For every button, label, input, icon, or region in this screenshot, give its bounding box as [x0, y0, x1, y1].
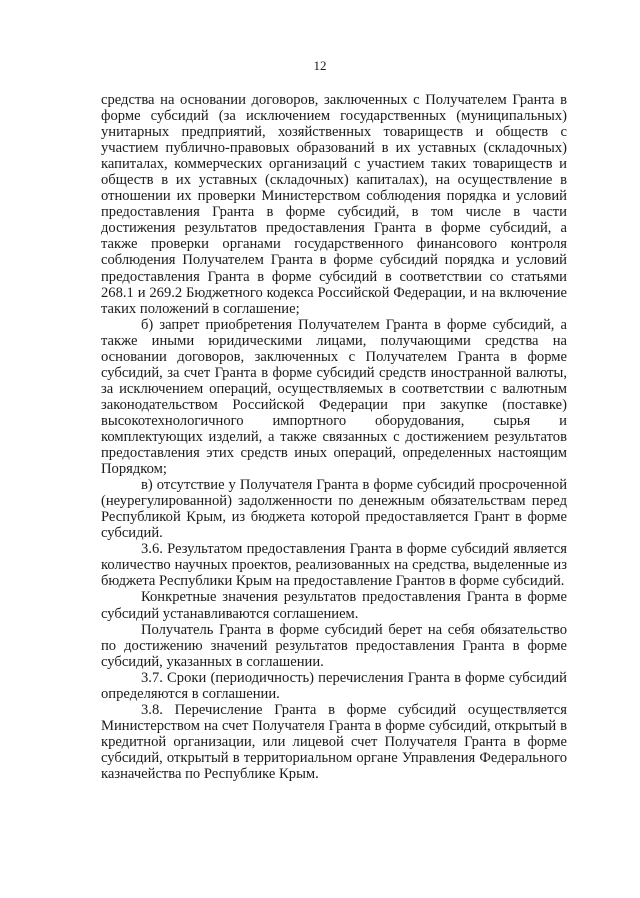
paragraph-3-7: 3.7. Сроки (периодичность) перечисления Гранта в форме субсидий определяются в соглашении. [101, 669, 567, 702]
paragraph-result-values: Конкретные значения результатов предоставления Гранта в форме субсидий устанавливаются соглашением. [101, 589, 567, 622]
paragraph-3-6: 3.6. Результатом предоставления Гранта в форме субсидий является количество научных проектов, реализованных на средства, выделенные из бюджета Республики Крым на предоставление Грантов в форме субсидий. [101, 541, 567, 590]
paragraph-item-b: б) запрет приобретения Получателем Гранта в форме субсидий, а также иными юридическими лицами, получающими средства на основании договоров, заключенных с Получателем Гранта в форме субсидий, за счет Гранта в форме субсидий средств иностранной валюты, за исключением операций, осуществляемых в соответствии с валютным законодательством Российской Федерации при закупке (поставке) высокотехнологичного импортного оборудования, сырья и комплектующих изделий, а также связанных с достижением результатов предоставления этих средств иных операций, определенных настоящим Порядком; [101, 316, 567, 478]
document-body [101, 92, 567, 782]
paragraph-3-8: 3.8. Перечисление Гранта в форме субсидий осуществляется Министерством на счет Получателя Гранта в форме субсидий, открытый в кредитной организации, или лицевой счет Получателя Гранта в форме субсидий, открытый в территориальном органе Управления Федерального казначейства по Республике Крым. [101, 701, 567, 782]
paragraph-item-v: в) отсутствие у Получателя Гранта в форме субсидий просроченной (неурегулированной) задолженности по денежным обязательствам перед Республикой Крым, из бюджета которой предоставляется Грант в форме субсидий. [101, 477, 567, 542]
page-number: 12 [313, 58, 327, 73]
paragraph-recipient-obligation: Получатель Гранта в форме субсидий берет на себя обязательство по достижению значений результатов предоставления Гранта в форме субсидий, указанных в соглашении. [101, 621, 567, 670]
paragraph-continuation: средства на основании договоров, заключенных с Получателем Гранта в форме субсидий (за исключением государственных (муниципальных) унитарных предприятий, хозяйственных товариществ и обществ с участием публично-правовых образований в их уставных (складочных) капиталах, коммерческих организаций с участием таких товариществ и обществ в их уставных (складочных) капиталах), на осуществление в отношении их проверки Министерством соблюдения порядка и условий предоставления Гранта в форме субсидий, в том числе в части достижения результатов предоставления Гранта в форме субсидий, а также проверки органами государственного финансового контроля соблюдения Получателем Гранта в форме субсидий порядка и условий предоставления Гранта в форме субсидий в соответствии со статьями 268.1 и 269.2 Бюджетного кодекса Российской Федерации, и на включение таких положений в соглашение; [101, 92, 567, 317]
